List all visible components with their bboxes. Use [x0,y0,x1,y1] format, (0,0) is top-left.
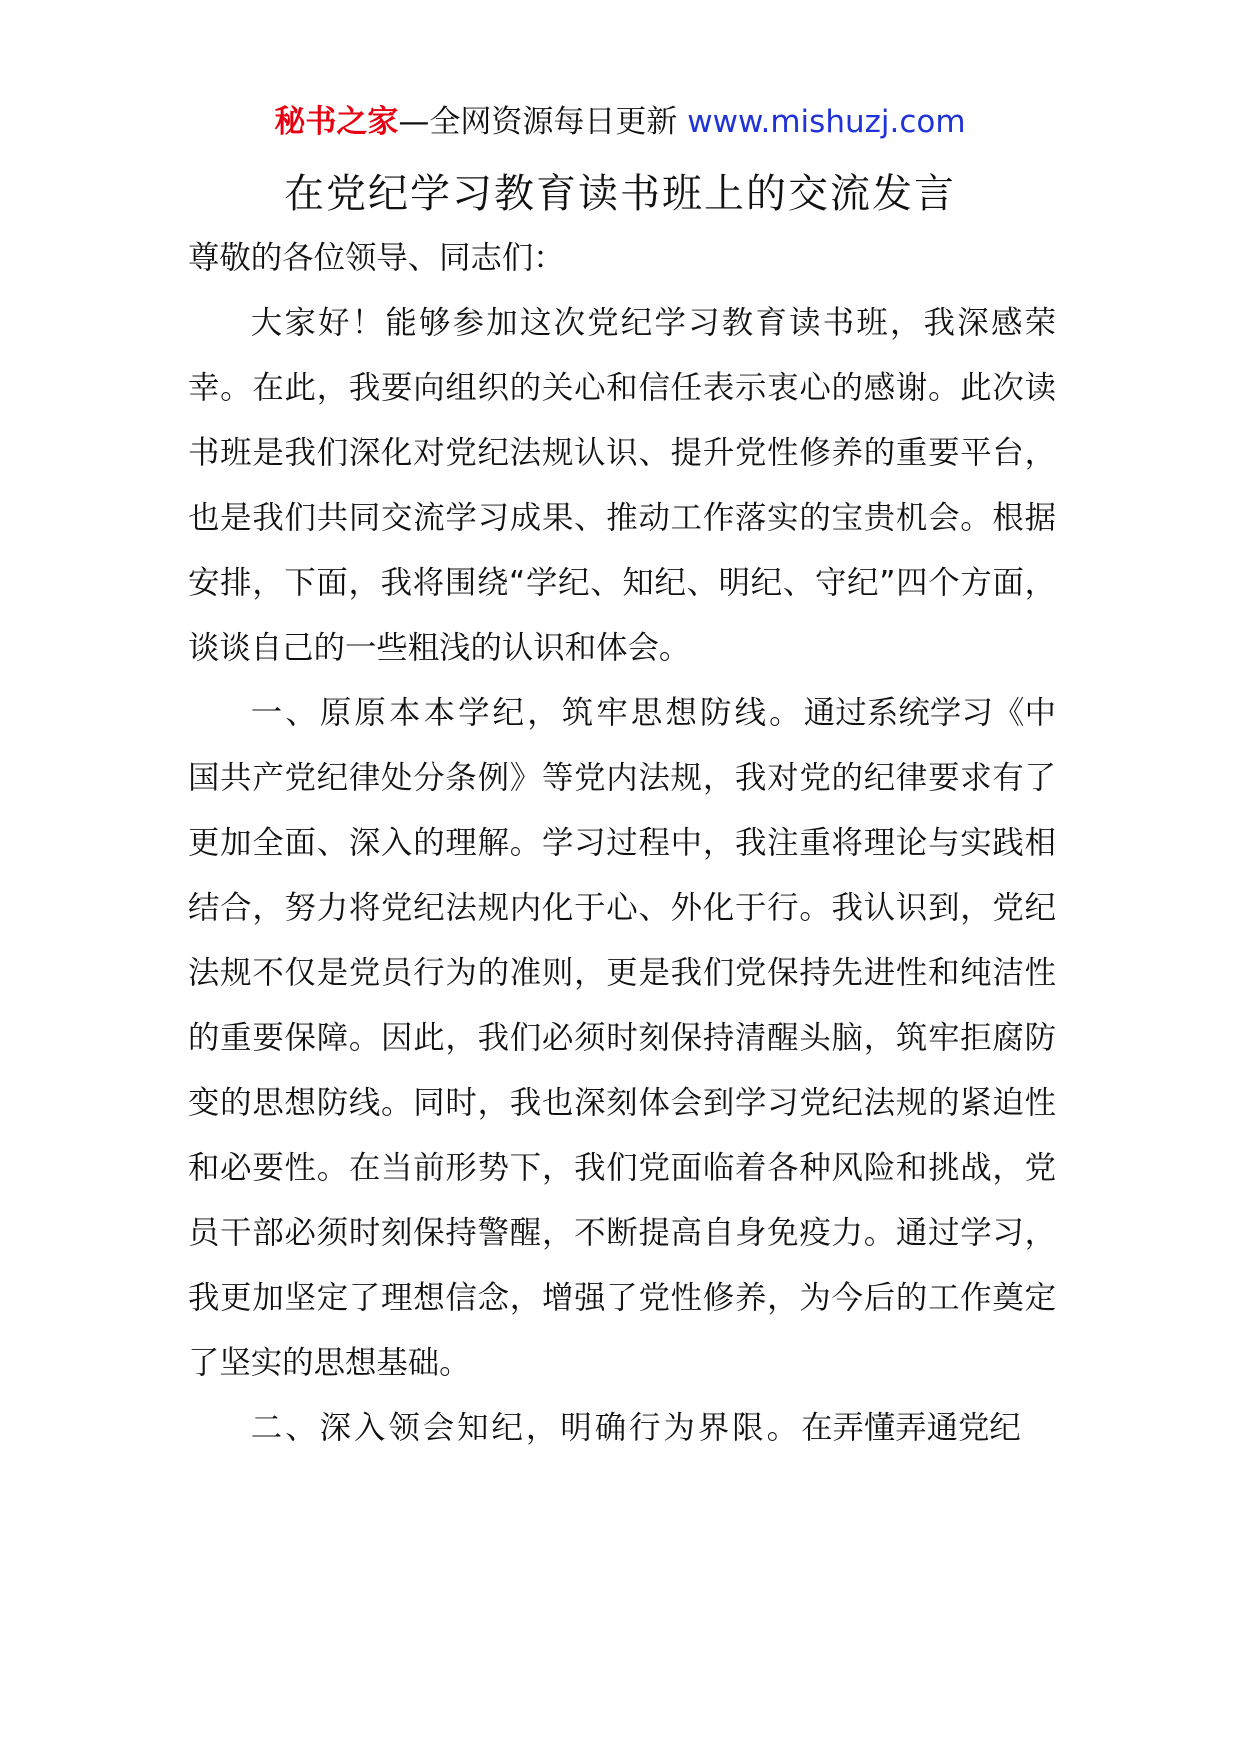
site-url-link[interactable]: www.mishuzj.com [687,104,966,140]
section-2-heading: 二、深入领会知纪，明确行为界限。 [250,1410,802,1446]
document-title: 在党纪学习教育读书班上的交流发言 [284,171,956,217]
section-2-paragraph [188,1396,1056,1461]
section-2-body: 在弄懂弄通党纪 [801,1410,1021,1446]
site-tagline: —全网资源每日更新 [398,104,688,140]
intro-paragraph: 大家好！能够参加这次党纪学习教育读书班，我深感荣幸。在此，我要向组织的关心和信任表示衷心的感谢。此次读书班是我们深化对党纪法规认识、提升党性修养的重要平台，也是我们共同交流学习成果、推动工作落实的宝贵机会。根据安排，下面，我将围绕“学纪、知纪、明纪、守纪”四个方面，谈谈自己的一些粗浅的认识和体会。 [188,305,1056,666]
section-1-heading: 一、原原本本学纪，筑牢思想防线。 [250,695,804,731]
site-brand: 秘书之家 [274,104,399,140]
section-1-paragraph [188,681,1056,1396]
salutation: 尊敬的各位领导、同志们： [188,240,565,276]
site-header [0,100,1240,144]
section-1-body: 通过系统学习《中国共产党纪律处分条例》等党内法规，我对党的纪律要求有了更加全面、深入的理解。学习过程中，我注重将理论与实践相结合，努力将党纪法规内化于心、外化于行。我认识到，党纪法规不仅是党员行为的准则，更是我们党保持先进性和纯洁性的重要保障。因此，我们必须时刻保持清醒头脑，筑牢拒腐防变的思想防线。同时，我也深刻体会到学习党纪法规的紧迫性和必要性。在当前形势下，我们党面临着各种风险和挑战，党员干部必须时刻保持警醒，不断提高自身免疫力。通过学习，我更加坚定了理想信念，增强了党性修养，为今后的工作奠定了坚实的思想基础。 [188,695,1056,1381]
document-body [188,226,1056,1461]
